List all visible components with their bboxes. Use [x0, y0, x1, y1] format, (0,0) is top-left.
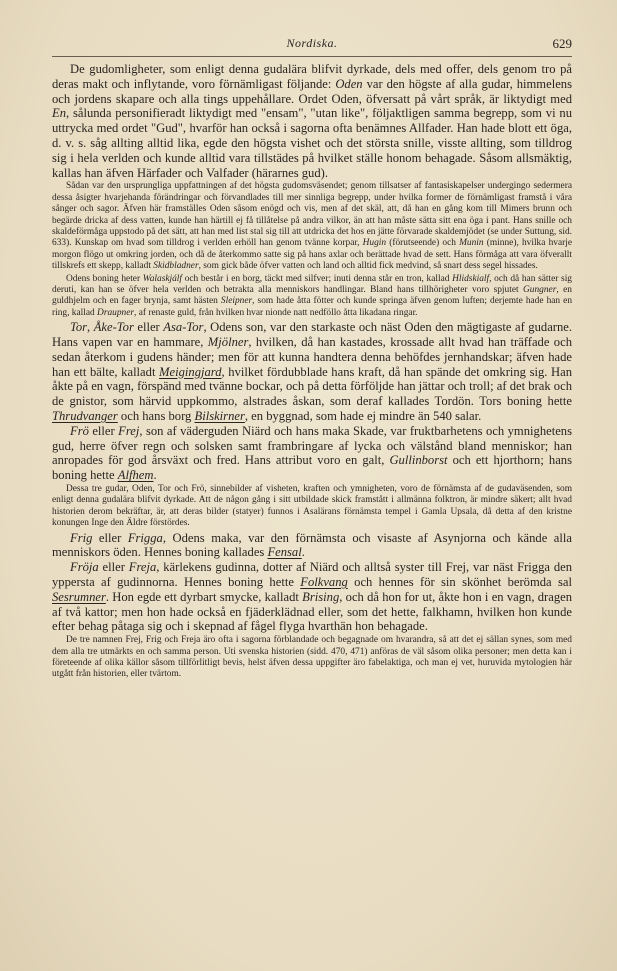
page-number: 629 [552, 36, 572, 51]
text-run: var den högste af alla gudar, himmelens och jordens skapare och alla tings uppehållare. Ordet Oden, öfversatt på vårt språk, är liktydigt med [52, 76, 572, 106]
text-run: , son af väderguden Niärd och hans maka Skade, var fruktbarhetens och ymnighetens gud, herre öfver regn och solsken samt frambringare af lycka och välstånd bland menniskor; han anropades för god årsväxt och fred. Hans attribut voro en galt, [52, 423, 572, 468]
note-oden-myths [52, 181, 572, 272]
text-run: , som hade åtta fötter och kunde springa äfven genom luften; derjemte hade han en ring, kallad [52, 296, 573, 318]
text-run: eller [92, 530, 128, 545]
text-run: , och då hon for ut, åkte hon i en vagn, dragen af två kattor; men hon hade också en fjäderklädnad eller, som det hette, falkhamn, hvilken hon kunde efter behag påtaga sig och i skepnad af fågel flyga hvarthän hon behagade. [52, 589, 572, 634]
text-run: Hugin [362, 238, 387, 249]
text-run: eller [98, 560, 129, 575]
text-run: De tre namnen Frej, Frig och Freja äro ofta i sagorna förblandade och begagnade om hvarandra, så att det ej sällan synes, som med dem alla tre utmärkts en och samma person. Uti svenska historien (sidd. 470, 471) anföras de väl såsom olika personer; men detta kan i företeende af olika källor såsom tillförlitligt bevis, helst äfven dessa uppgifter äro fabelaktiga, och man ej vet, huruvida mytologien här utgått från historien, eller tvärtom. [52, 635, 572, 680]
note-names [52, 635, 572, 681]
text-run: (minne), hvilka hvarje morgon flögo ut omkring jorden, och då de återkommo satte sig på hans axlar och berättade hvad de sett. Hans förmåga att vara öfverallt tillskrefs ett skepp, kalladt [52, 238, 572, 272]
text-run: Mjölner [207, 335, 249, 350]
text-run: Frej [118, 423, 140, 438]
text-run: Munin [459, 238, 484, 249]
text-run: Åke-Tor [93, 320, 134, 335]
paragraph-frigga [52, 531, 572, 561]
text-run: Skidbladner [153, 261, 199, 272]
text-run: , Odens son, var den starkaste och näst Oden den mägtigaste af gudarne. Hans vapen var en hammare, [52, 320, 573, 350]
text-run: Frig [70, 530, 93, 545]
text-run: Thrudvanger [52, 409, 118, 424]
header-rule [52, 56, 572, 57]
note-oden-dwelling [52, 274, 572, 320]
text-run: Meigingjard [159, 364, 222, 379]
text-run: En [52, 106, 66, 121]
text-run: Dessa tre gudar, Oden, Tor och Frö, sinnebilder af visheten, kraften och ymnigheten, voro de förnämsta af de gudaväsenden, som enligt denna gudalära blifvit dyrkade. Att de någon gång i sitt utbildade skick framstått i allmänna folktron, är mindre säkert; allt hvad historien derom bekräftar, är, att deras bilder (statyer) funnos i Asalärans förnämsta tempel i Gamla Upsala, då detta af den kristne konungen Inge den Äldre förstördes. [52, 484, 572, 529]
text-run: och ett hjorthorn; hans boning hette [52, 453, 572, 483]
text-run: , hvilket fördubblade hans kraft, då han spände det omkring sig. Han åkte på en vagn, förspänd med tvänne bockar, och på detta förföljde han jättar och troll; af det brak och de gnistor, som härvid uppkommo, alstrades åskan, som deraf kallades Tordön. Tors boning hette [52, 364, 572, 409]
text-run: Sleipner [220, 296, 253, 307]
text-run: , af renaste guld, från hvilken hvar nionde natt nedföllo åtta likadana ringar. [134, 307, 418, 318]
text-run: , Odens maka, var den förnämsta och visaste af Asynjorna och kände alla menniskors öden. Hennes boning kallades [52, 530, 572, 560]
body-text [52, 62, 572, 682]
text-run: Hlidskialf [452, 273, 490, 284]
text-run: Oden [335, 76, 363, 91]
running-title: Nordiska. [286, 36, 338, 50]
text-run: , som gick både öfver vatten och land och alltid fick medvind, så snart dess segel hissades. [198, 261, 538, 272]
text-run: , [87, 320, 94, 335]
paragraph-freja [52, 560, 572, 634]
text-run: eller [88, 423, 119, 438]
paragraph-oden [52, 62, 572, 180]
text-run: Alfhem [117, 468, 154, 483]
text-run: De gudomligheter, som enligt denna gudalära blifvit dyrkade, dels med offer, dels genom tro på deras makt och inflytande, voro förnämligast följande: [52, 62, 572, 91]
text-run: Asa-Tor [163, 320, 204, 335]
paragraph-tor [52, 320, 572, 424]
text-run: Gungner [523, 285, 557, 296]
text-run: Fröja [70, 560, 99, 575]
text-run: (förutseende) och [386, 238, 460, 249]
text-run: Fensal [267, 545, 302, 560]
text-run: och hans borg [117, 409, 195, 424]
text-run: , en guldhjelm och en fager brynja, samt hästen [52, 285, 572, 307]
text-run: Walaskjálf [142, 273, 183, 284]
text-run: och består i en borg, täckt med silfver; inuti denna står en tron, kallad [182, 273, 453, 284]
text-run: . [153, 468, 157, 483]
text-run: eller [133, 320, 164, 335]
text-run: Bilskirner [194, 409, 245, 424]
text-run: Gullinborst [389, 453, 448, 468]
text-run: Folkvang [300, 575, 348, 590]
text-run: Draupner [97, 307, 135, 318]
text-run: Freja [128, 560, 157, 575]
text-run: Sådan var den ursprungliga uppfattningen af det högsta gudomsväsendet; genom tillsatser af fantasiskapelser undergingo sedermera dessa åsigter hvarjehanda förändringar och förvandlades till mer sinnliga begrepp, under hvilka former de förnämligast framstå i våra sånger och sagor. Äfven här framställes Oden såsom enögd och vis, men af det skäl, att, då han en gång kom till Mimers brunn och begärde dricka af dess vatten, kunde han härtill ej få tillåtelse på andra vilkor, än att han måste sätta sitt ena öga i pant. Hans snille och skaldeförmåga uppstodo på det sätt, att han med list stal sig till att utdricka det hos en jätte förvarade skaldemjödet (se under Suttung, sid. 633). Kunskap om hvad som tilldrog i verlden erhöll han genom tvänne korpar, [52, 181, 572, 249]
note-three-gods [52, 484, 572, 530]
text-run: . Hon egde ett dyrbart smycke, kalladt [105, 589, 303, 604]
text-run: Frö [70, 423, 89, 438]
text-run: , hvilken, då han kastades, krossade allt hvad han träffade och sedan återkom i gudens händer; men för att kunna handtera denna behöfdes jernhandskar; äfven hade han ett bälte, kalladt [52, 335, 572, 379]
text-run: , och då han sätter sig deruti, kan han se öfver hela verlden och betrakta alla menniskors handlingar. Bland hans tillhörigheter voro spjutet [52, 273, 572, 296]
text-run: , en byggnad, som hade ej mindre än 540 salar. [244, 409, 482, 424]
text-run: , sålunda personifieradt liktydigt med "ensam", "utan like", följaktligen samma begrepp, som vi nu uttrycka med ordet "Gud", hvarför han också i sagorna ofta benämnes Allfader. Han hade blott ett öga, d. v. s. såg allting alltid lika, egde den högsta vishet och det största snille, visste allting, som tilldrog sig i hela verlden och kunde alltid vara tillstädes på hvilket ställe honom behagade. Såsom allsmäktig, kallas han äfven Härfader och Valfader (härarnes gud). [52, 106, 572, 180]
text-run: , kärlekens gudinna, dotter af Niärd och alltså syster till Frej, var näst Frigga den yppersta af gudinnorna. Hennes boning hette [52, 560, 572, 590]
text-run: . [301, 545, 305, 560]
text-run: och hennes för sin skönhet berömda sal [347, 575, 572, 590]
paragraph-fro [52, 424, 572, 483]
text-run: Odens boning heter [66, 273, 143, 284]
text-run: Sesrumner [52, 589, 106, 604]
page-header [52, 36, 572, 54]
text-run: Tor [70, 320, 88, 335]
text-run: Brising [302, 589, 340, 604]
text-run: Frigga [127, 530, 163, 545]
